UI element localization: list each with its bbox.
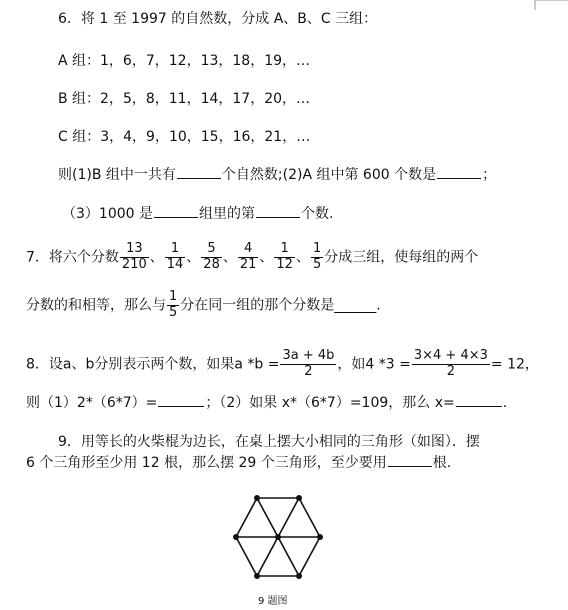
hexagon-triangles-figure [228,492,328,582]
q7-answer-blank[interactable]: ______ [334,297,377,314]
q9-line2-text-a: 6 个三角形至少用 12 根，那么摆 29 个三角形，至少要用 [26,455,387,471]
vertex-dot [296,495,302,501]
q7-fraction-1-14 [165,242,186,273]
q7-line2-text-a: 分数的和相等，那么与 [26,297,166,314]
fraction-denominator: 5 [169,304,178,320]
q7-lead: 7．将六个分数 [26,249,119,266]
vertex-dot [254,573,260,579]
fraction-numerator: 4 [238,242,259,258]
q7-separator: 、 [295,249,310,266]
q6-q1-text-b: 个自然数;(2)A 组中第 600 个数是 [221,167,437,183]
vertex-dot [254,495,260,501]
q9-line-1: 9．用等长的火柴棍为边长，在桌上摆大小相同的三角形（如图）．摆 [58,434,480,450]
fraction-numerator: 13 [120,242,149,258]
q8-lead: 8．设a、b分别表示两个数，如果a *b = [26,356,280,373]
center-dot [275,534,281,540]
fraction-denominator: 28 [203,256,220,272]
q7-fraction-4-21 [238,242,259,273]
fraction-denominator: 21 [239,256,257,272]
q8-line2-text-b: ；（2）如果 x*（6*7）=109，那么 x= [205,395,455,411]
q8-fraction-example [412,349,490,380]
q8-line2-text-c: . [502,395,508,411]
fraction-numerator: 1 [312,241,322,256]
vertex-dot [233,534,239,540]
q8-line-1 [26,349,539,380]
fraction-numerator: 1 [274,242,295,258]
q8-line2-text-a: 则（1）2*（6*7）= [26,395,158,411]
fraction-numerator: 5 [201,242,222,258]
q6-blank-4[interactable] [256,203,300,218]
q7-fraction-1-12 [274,242,295,273]
q7-line-2 [26,290,381,321]
q7-separator: 、 [149,249,164,266]
q6-q2-text-b: 组里的第 [199,206,255,222]
q8-line-2 [26,392,507,412]
q9-line-2 [26,452,451,472]
q7-line2-text-b: 分在同一组的那个分数是 [180,297,335,314]
q7-line2-end: . [376,297,381,314]
fraction-numerator: 1 [169,289,178,304]
q6-q1-text-a: 则(1)B 组中一共有 [58,167,176,183]
q6-blank-3[interactable] [154,203,198,218]
q8-tail: = 12， [490,356,539,373]
vertex-dot [296,573,302,579]
q6-group-b: B 组：2，5，8，11，14，17，20，… [58,91,311,107]
q6-intro: 6．将 1 至 1997 的自然数，分成 A、B、C 三组： [58,11,378,27]
q7-fraction-5-28 [201,242,222,273]
q7-separator: 、 [259,249,274,266]
q9-blank[interactable] [388,452,432,467]
vertex-dot [317,534,323,540]
fraction-denominator: 5 [312,256,322,272]
q7-fraction-one-fifth [167,290,179,321]
figure-caption: 9 题图 [258,596,288,607]
q6-group-a: A 组：1，6，7，12，13，18，19，… [58,53,311,69]
q6-question-1 [58,164,496,184]
q6-group-c: C 组：3，4，9，10，15，16，21，… [58,129,311,145]
q9-line2-text-b: 根. [432,455,452,471]
q7-separator: 、 [222,249,237,266]
fraction-denominator: 2 [304,363,313,379]
q6-blank-2[interactable] [437,164,481,179]
q6-question-2 [62,203,333,223]
q8-blank-2[interactable] [456,392,502,407]
fraction-denominator: 210 [121,256,147,272]
q7-line-1 [26,242,478,273]
fraction-numerator: 3×4 + 4×3 [413,348,488,363]
q7-fraction-1-5 [311,242,323,273]
q7-tail: 分成三组，使每组的两个 [324,249,479,266]
fraction-denominator: 12 [276,256,293,272]
q8-mid: ，如4 *3 = [337,356,411,373]
q8-fraction-definition [280,349,336,380]
q7-separator: 、 [186,249,201,266]
q6-q2-text-a: （3）1000 是 [62,206,153,222]
q6-q2-text-c: 个数. [301,206,334,222]
q7-fraction-13-210 [120,242,149,273]
fraction-numerator: 1 [165,242,186,258]
q8-blank-1[interactable] [158,392,204,407]
fraction-denominator: 2 [446,363,456,379]
fraction-denominator: 14 [166,256,184,272]
q6-blank-1[interactable] [177,164,221,179]
q6-q1-text-c: ； [482,167,497,183]
fraction-numerator: 3a + 4b [282,348,335,363]
